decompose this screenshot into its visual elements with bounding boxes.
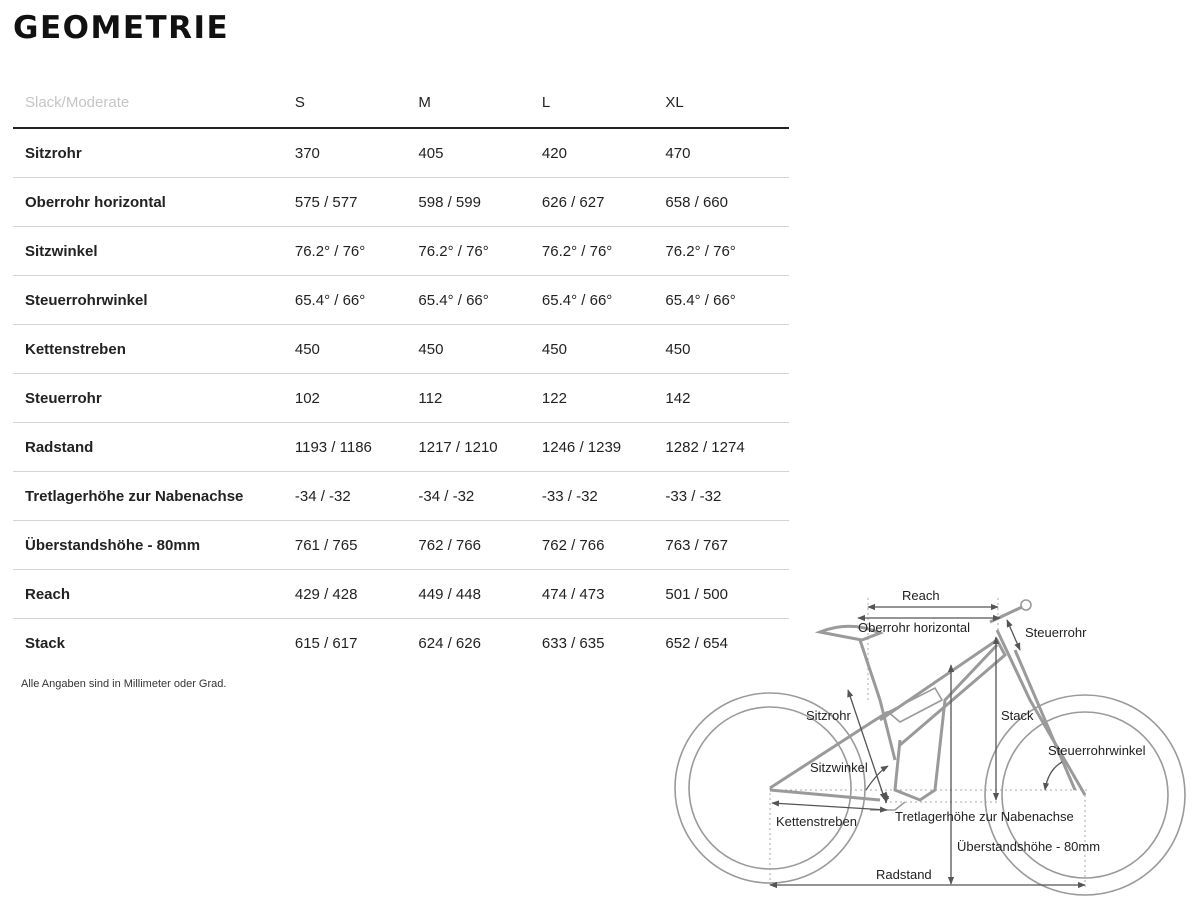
standover-label: Überstandshöhe - 80mm <box>957 839 1101 854</box>
size-header-l: L <box>542 78 666 128</box>
row-label: Oberrohr horizontal <box>13 178 295 227</box>
row-label: Sitzwinkel <box>13 227 295 276</box>
size-header-m: M <box>418 78 542 128</box>
table-cell: 1193 / 1186 <box>295 423 419 472</box>
table-cell: 142 <box>665 374 789 423</box>
table-cell: 762 / 766 <box>418 521 542 570</box>
table-cell: 65.4° / 66° <box>295 276 419 325</box>
table-cell: 65.4° / 66° <box>418 276 542 325</box>
table-cell: 1217 / 1210 <box>418 423 542 472</box>
wheelbase-label: Radstand <box>876 867 932 882</box>
table-cell: 450 <box>542 325 666 374</box>
table-cell: 474 / 473 <box>542 570 666 619</box>
table-cell: 405 <box>418 128 542 178</box>
bb-height-label: Tretlagerhöhe zur Nabenachse <box>895 809 1074 824</box>
stack-label: Stack <box>1001 708 1034 723</box>
page-title: GEOMETRIE <box>13 10 230 46</box>
table-cell: 1282 / 1274 <box>665 423 789 472</box>
row-label: Steuerrohr <box>13 374 295 423</box>
table-cell: -34 / -32 <box>295 472 419 521</box>
table-cell: 76.2° / 76° <box>665 227 789 276</box>
table-cell: 450 <box>295 325 419 374</box>
table-cell: 763 / 767 <box>665 521 789 570</box>
table-cell: 449 / 448 <box>418 570 542 619</box>
table-cell: 652 / 654 <box>665 634 728 652</box>
table-cell: -33 / -32 <box>542 472 666 521</box>
head-tube-label: Steuerrohr <box>1025 625 1087 640</box>
variant-label: Slack/Moderate <box>13 78 295 128</box>
head-angle-label: Steuerrohrwinkel <box>1048 743 1146 758</box>
table-cell: 633 / 635 <box>541 634 605 652</box>
chainstay-label: Kettenstreben <box>776 814 857 829</box>
size-header-xl: XL <box>665 78 789 128</box>
seat-angle-label: Sitzwinkel <box>810 760 868 775</box>
table-cell: 112 <box>418 374 542 423</box>
seat-tube-dimension <box>848 690 885 800</box>
size-header-s: S <box>295 78 419 128</box>
table-cell: 76.2° / 76° <box>295 227 419 276</box>
table-cell: 470 <box>665 128 789 178</box>
table-cell: 122 <box>542 374 666 423</box>
table-cell: -33 / -32 <box>665 472 789 521</box>
table-cell: 102 <box>295 374 419 423</box>
table-cell: 1246 / 1239 <box>542 423 666 472</box>
table-cell: 76.2° / 76° <box>418 227 542 276</box>
head-tube-dimension <box>1007 620 1020 650</box>
table-cell: 501 / 500 <box>665 570 789 619</box>
table-cell: 575 / 577 <box>295 178 419 227</box>
row-label: Überstandshöhe - 80mm <box>13 521 295 570</box>
seat-tube-label: Sitzrohr <box>806 708 851 723</box>
row-label: Radstand <box>13 423 295 472</box>
table-cell: 76.2° / 76° <box>542 227 666 276</box>
table-cell: 450 <box>418 325 542 374</box>
row-label: Sitzrohr <box>13 128 295 178</box>
table-cell: 65.4° / 66° <box>665 276 789 325</box>
table-cell: 420 <box>542 128 666 178</box>
footnote: Alle Angaben sind in Millimeter oder Grad. <box>21 678 227 690</box>
head-angle-arc <box>1045 762 1062 790</box>
table-cell: 598 / 599 <box>418 178 542 227</box>
table-cell: -34 / -32 <box>418 472 542 521</box>
table-cell: 658 / 660 <box>665 178 789 227</box>
row-label: Tretlagerhöhe zur Nabenachse <box>13 472 295 521</box>
table-cell: 615 / 617 <box>294 634 358 652</box>
row-label: Stack <box>25 634 66 652</box>
table-cell: 761 / 765 <box>295 521 419 570</box>
table-cell: 624 / 626 <box>418 634 481 652</box>
table-cell: 370 <box>295 128 419 178</box>
table-cell: 450 <box>665 325 789 374</box>
table-cell: 65.4° / 66° <box>542 276 666 325</box>
top-tube-label: Oberrohr horizontal <box>858 620 970 635</box>
row-label: Steuerrohrwinkel <box>13 276 295 325</box>
row-label: Reach <box>13 570 295 619</box>
table-cell: 626 / 627 <box>542 178 666 227</box>
table-cell: 762 / 766 <box>542 521 666 570</box>
row-label: Kettenstreben <box>13 325 295 374</box>
table-cell: 429 / 428 <box>295 570 419 619</box>
reach-label: Reach <box>902 588 940 603</box>
chainstay-dimension <box>772 803 887 810</box>
